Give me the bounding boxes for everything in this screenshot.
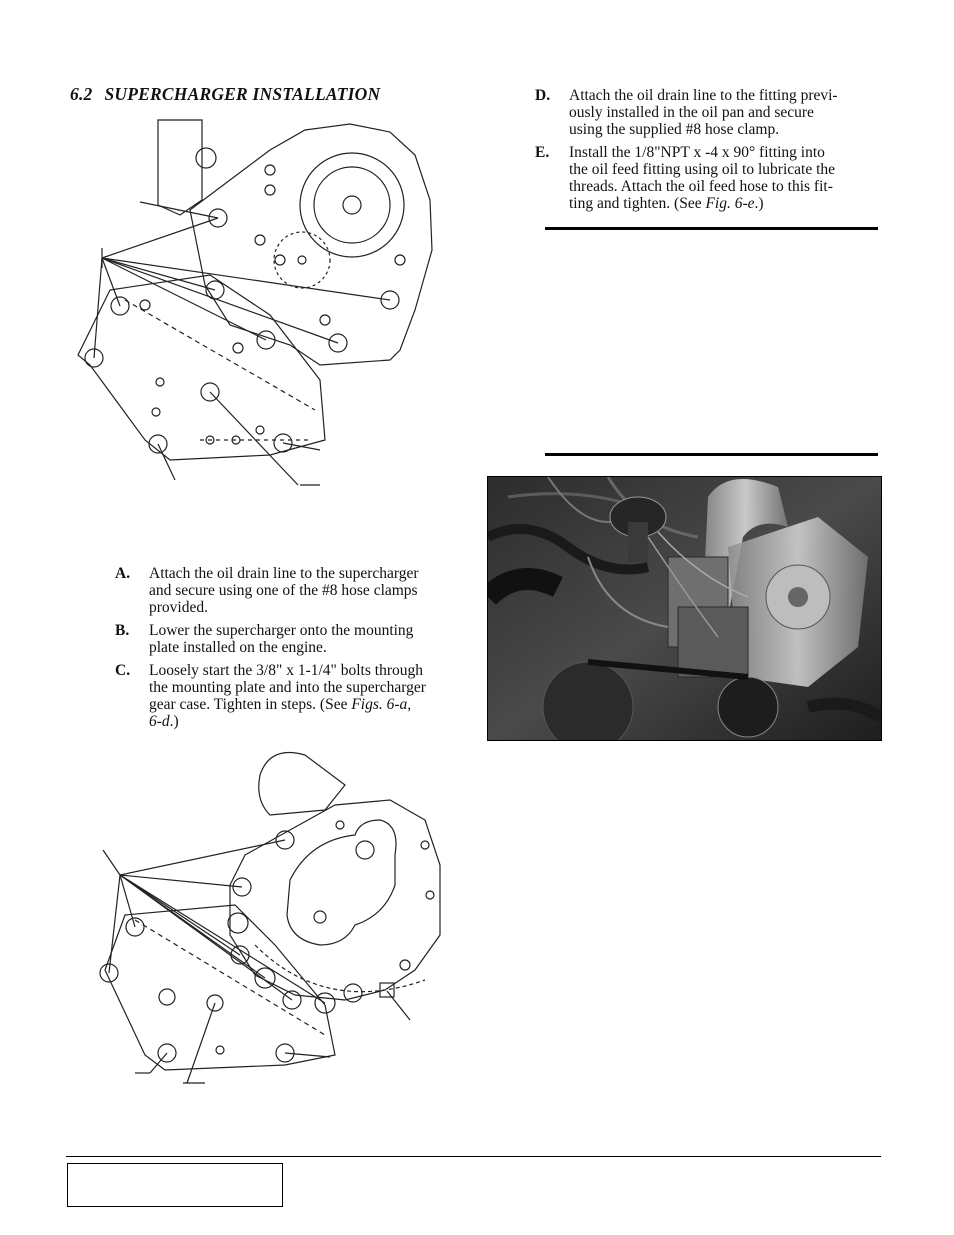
step-d-text: [569, 87, 838, 138]
step-a-line-1: Attach the oil drain line to the supercharger: [149, 565, 419, 582]
step-e-text: [569, 144, 835, 212]
step-b-line-2: plate installed on the engine.: [149, 639, 327, 656]
step-c-line-3-text: gear case. Tighten in steps. (See: [149, 696, 352, 713]
step-a-line-3: provided.: [149, 599, 208, 616]
step-a-line-2: and secure using one of the #8 hose clamps: [149, 582, 418, 599]
figure-top-drawing: [70, 110, 440, 490]
step-b-letter: B.: [115, 622, 130, 639]
step-d-line-2: ously installed in the oil pan and secure: [569, 104, 814, 121]
step-e-line-1: Install the 1/8"NPT x -4 x 90° fitting into: [569, 144, 825, 161]
step-d-letter: D.: [535, 87, 551, 104]
step-a: [115, 565, 475, 617]
section-title: SUPERCHARGER INSTALLATION: [104, 84, 381, 104]
step-b: [115, 622, 475, 658]
step-e-line-4-text: ting and tighten. (See: [569, 195, 706, 212]
step-d-line-1: Attach the oil drain line to the fitting previ-: [569, 87, 838, 104]
step-e-line-4: [569, 195, 835, 212]
step-e: [535, 144, 895, 214]
step-b-line-1: Lower the supercharger onto the mounting: [149, 622, 414, 639]
footer-rule: [66, 1156, 881, 1157]
step-c-line-1: Loosely start the 3/8" x 1-1/4" bolts through: [149, 662, 423, 679]
step-b-text: [149, 622, 413, 656]
footer-box: [67, 1163, 283, 1207]
step-a-text: [149, 565, 419, 616]
step-e-figref: Fig. 6-e: [705, 195, 755, 212]
step-c-line-2: the mounting plate and into the supercharger: [149, 679, 426, 696]
step-e-line-2: the oil feed fitting using oil to lubricate the: [569, 161, 836, 178]
step-e-line-3: threads. Attach the oil feed hose to this fit-: [569, 178, 833, 195]
step-c-letter: C.: [115, 662, 131, 679]
step-e-line-4-end: .): [754, 195, 764, 212]
section-heading: [70, 84, 380, 105]
note-rule-bottom: [545, 453, 878, 456]
step-d: [535, 87, 895, 139]
step-c-line-4-text: .): [169, 713, 179, 730]
step-e-letter: E.: [535, 144, 550, 161]
engine-bay-photo-art: [488, 477, 881, 740]
step-c-line-3: [149, 696, 426, 713]
figure-bottom-drawing: [95, 745, 455, 1090]
step-c: [115, 662, 475, 732]
step-a-letter: A.: [115, 565, 131, 582]
step-d-line-3: using the supplied #8 hose clamp.: [569, 121, 780, 138]
note-rule-top: [545, 227, 878, 230]
step-c-figref-2: 6-d: [149, 713, 170, 730]
step-c-text: [149, 662, 426, 730]
step-c-figref-1: Figs. 6-a,: [351, 696, 412, 713]
engine-bay-photo: [487, 476, 882, 741]
section-number: 6.2: [70, 84, 93, 104]
step-c-line-4: [149, 713, 426, 730]
